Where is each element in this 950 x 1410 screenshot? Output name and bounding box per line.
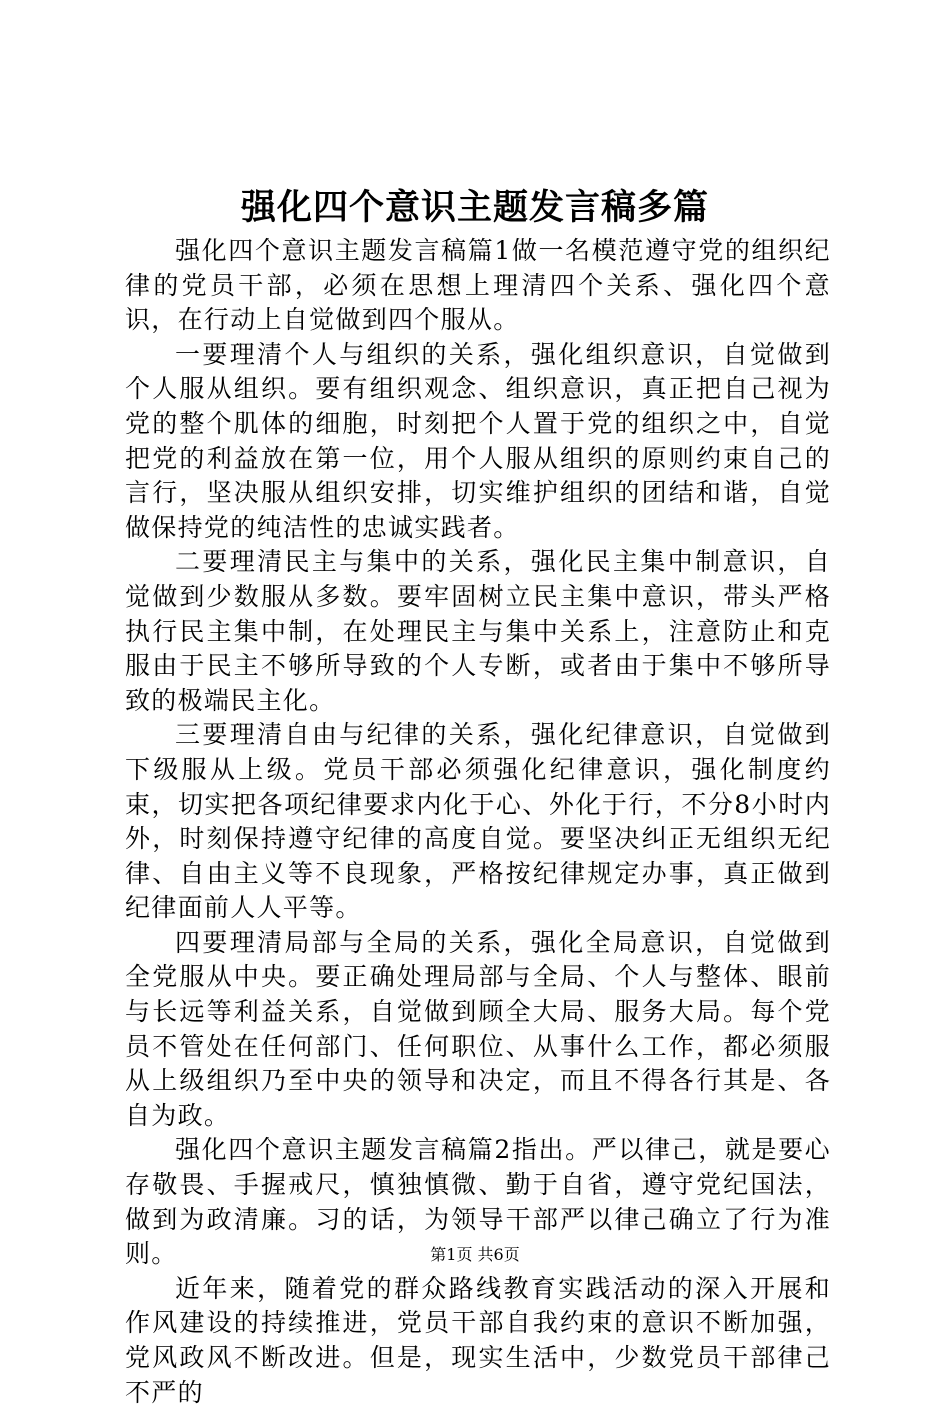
paragraph-3: 二要理清民主与集中的关系，强化民主集中制意识，自觉做到少数服从多数。要牢固树立民主集中意识，带头严格执行民主集中制，在处理民主与集中关系上，注意防止和克服由于民主不够所导致的个人专断，或者由于集中不够所导致的极端民主化。 [125,547,831,715]
paragraph-6: 强化四个意识主题发言稿篇2指出。严以律己，就是要心存敬畏、手握戒尺，慎独慎微、勤于自省，遵守党纪国法，做到为政清廉。习的话，为领导干部严以律己确立了行为准则。 [125,1135,831,1269]
document-body [125,234,831,1410]
page-footer: 第1页 共6页 [430,1245,520,1264]
paragraph-7: 近年来，随着党的群众路线教育实践活动的深入开展和作风建设的持续推进，党员干部自我约束的意识不断加强，党风政风不断改进。但是，现实生活中，少数党员干部律己不严的 [125,1273,831,1407]
paragraph-4: 三要理清自由与纪律的关系，强化纪律意识，自觉做到下级服从上级。党员干部必须强化纪律意识，强化制度约束，切实把各项纪律要求内化于心、外化于行，不分8小时内外，时刻保持遵守纪律的高度自觉。要坚决纠正无组织无纪律、自由主义等不良现象，严格按纪律规定办事，真正做到纪律面前人人平等。 [125,720,831,923]
document-title: 强化四个意识主题发言稿多篇 [240,187,709,228]
paragraph-5: 四要理清局部与全局的关系，强化全局意识，自觉做到全党服从中央。要正确处理局部与全局、个人与整体、眼前与长远等利益关系，自觉做到顾全大局、服务大局。每个党员不管处在任何部门、任何职位、从事什么工作，都必须服从上级组织乃至中央的领导和决定，而且不得各行其是、各自为政。 [125,927,831,1130]
paragraph-1: 强化四个意识主题发言稿篇1做一名模范遵守党的组织纪律的党员干部，必须在思想上理清四个关系、强化四个意识，在行动上自觉做到四个服从。 [125,236,831,335]
paragraph-2: 一要理清个人与组织的关系，强化组织意识，自觉做到个人服从组织。要有组织观念、组织意识，真正把自己视为党的整个肌体的细胞，时刻把个人置于党的组织之中，自觉把党的利益放在第一位，用个人服从组织的原则约束自己的言行，坚决服从组织安排，切实维护组织的团结和谐，自觉做保持党的纯洁性的忠诚实践者。 [125,339,831,542]
